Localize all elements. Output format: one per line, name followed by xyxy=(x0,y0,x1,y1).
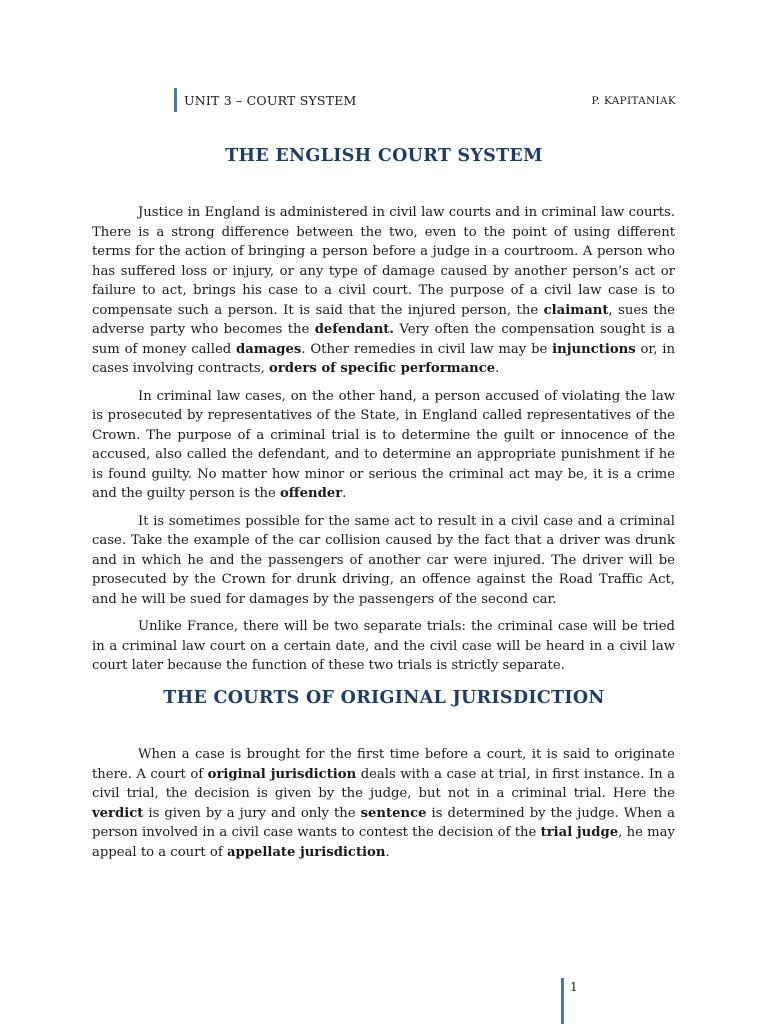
paragraph: Unlike France, there will be two separate trials: the criminal case will be tried in a criminal law court on a certain date, and the civil case will be heard in a civil law court later because the function of these two trials is strictly separate. xyxy=(92,619,675,673)
paragraph: Justice in England is administered in civil law courts and in criminal law courts. There is a strong difference between the two, even to the point of using different terms for the action of bringing a person before a judge in a courtroom. A person who has suffered loss or injury, or any type of damage caused by another person’s act or failure to act, brings his case to a civil court. The purpose of a civil law case is to compensate such a person. It is said that the injured person, the claimant, sues the adverse party who becomes the defendant. Very often the compensation sought is a sum of money called damages. Other remedies in civil law may be injunctions or, in cases involving contracts, orders of specific performance. xyxy=(92,205,676,376)
paragraph: It is sometimes possible for the same act to result in a civil case and a criminal case. Take the example of the car collision caused by the fact that a driver was drunk and in which he and the passengers of another car were injured. The driver will be prosecuted by the Crown for drunk driving, an offence against the Road Traffic Act, and he will be sued for damages by the passengers of the second car. xyxy=(92,513,675,607)
header-accent-bar xyxy=(174,88,177,112)
page-number: 1 xyxy=(570,980,578,994)
bold-term: sentence xyxy=(360,805,427,821)
bold-term: verdict xyxy=(92,805,144,821)
unit-title: UNIT 3 – COURT SYSTEM xyxy=(184,93,357,108)
author-name: P. KAPITANIAK xyxy=(591,95,676,107)
section-heading-original-jurisdiction: THE COURTS OF ORIGINAL JURISDICTION xyxy=(163,688,605,708)
bold-term: original jurisdiction xyxy=(207,766,357,782)
bold-term: offender xyxy=(280,486,343,501)
bold-term: damages xyxy=(236,341,302,357)
section-english-court-system-body xyxy=(92,203,675,684)
bold-term: orders of specific performance xyxy=(269,361,496,376)
paragraph: In criminal law cases, on the other hand, a person accused of violating the law is prosecuted by representatives of the State, in England called representatives of the Crown. The purpose of a criminal trial is to determine the guilt or innocence of the accused, also called the defendant, and to determine an appropriate punishment if he is found guilty. No matter how minor or serious the criminal act may be, it is a crime and the guilty person is the offender. xyxy=(92,388,675,501)
bold-term: trial judge xyxy=(540,825,619,840)
bold-term: claimant xyxy=(543,302,609,318)
page-header xyxy=(174,88,676,112)
bold-term: appellate jurisdiction xyxy=(226,844,386,860)
bold-term: defendant. xyxy=(314,322,394,337)
footer-accent-bar xyxy=(561,978,564,1024)
paragraph: When a case is brought for the first time before a court, it is said to originate there. A court of original jurisdiction deals with a case at trial, in first instance. In a civil trial, the decision is given by the judge, but not in a criminal trial. Here the verdict is given by a jury and only the sentence is determined by the judge. When a person involved in a civil case wants to contest the decision of the trial judge, he may appeal to a court of appellate jurisdiction. xyxy=(92,747,675,860)
section-heading-english-court-system: THE ENGLISH COURT SYSTEM xyxy=(225,146,543,166)
bold-term: injunctions xyxy=(552,341,636,357)
section-original-jurisdiction-body xyxy=(92,745,675,870)
